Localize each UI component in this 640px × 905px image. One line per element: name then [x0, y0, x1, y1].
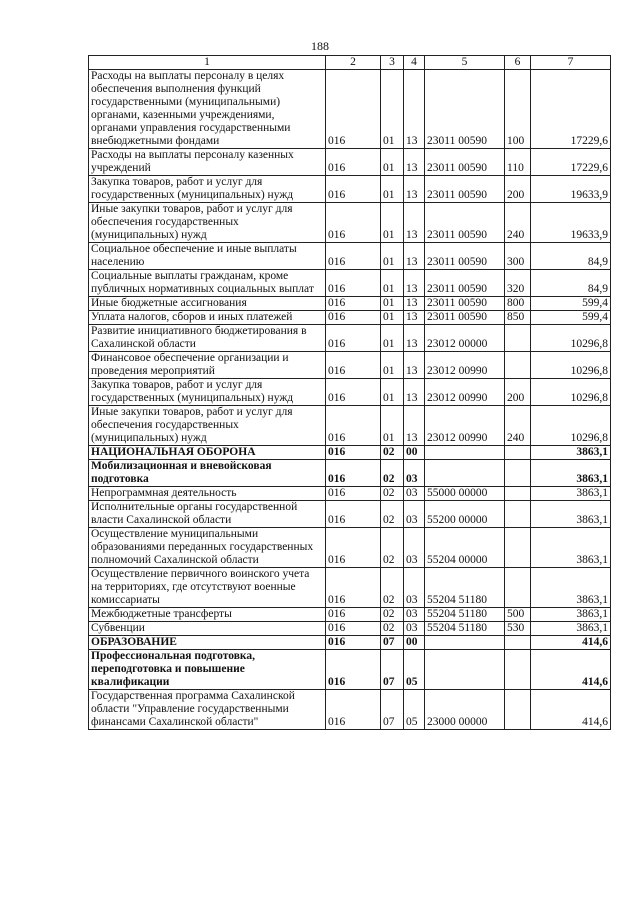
section-code-cell: 07 — [381, 690, 404, 730]
expense-type-cell — [505, 325, 531, 352]
admin-code-cell: 016 — [326, 460, 381, 487]
amount-cell: 19633,9 — [531, 203, 611, 243]
amount-cell: 17229,6 — [531, 70, 611, 149]
amount-cell: 10296,8 — [531, 352, 611, 379]
amount-cell: 10296,8 — [531, 379, 611, 406]
admin-code-cell: 016 — [326, 487, 381, 501]
subsection-code-cell: 13 — [404, 406, 425, 446]
amount-cell: 3863,1 — [531, 501, 611, 528]
amount-cell: 10296,8 — [531, 325, 611, 352]
section-code-cell: 07 — [381, 650, 404, 690]
table-row — [89, 460, 611, 487]
row-name-cell: Социальное обеспечение и иные выплаты населению — [89, 243, 326, 270]
table-row — [89, 406, 611, 446]
admin-code-cell: 016 — [326, 650, 381, 690]
section-code-cell: 01 — [381, 311, 404, 325]
target-article-cell — [425, 636, 505, 650]
amount-cell: 84,9 — [531, 270, 611, 297]
table-row — [89, 528, 611, 568]
section-code-cell: 01 — [381, 149, 404, 176]
row-name-cell: Профессиональная подготовка, переподготовка и повышение квалификации — [89, 650, 326, 690]
table-row — [89, 352, 611, 379]
subsection-code-cell: 05 — [404, 650, 425, 690]
admin-code-cell: 016 — [326, 608, 381, 622]
target-article-cell: 23011 00590 — [425, 311, 505, 325]
expense-type-cell — [505, 636, 531, 650]
subsection-code-cell: 00 — [404, 446, 425, 460]
expense-type-cell — [505, 501, 531, 528]
target-article-cell: 23011 00590 — [425, 70, 505, 149]
subsection-code-cell: 03 — [404, 608, 425, 622]
admin-code-cell: 016 — [326, 352, 381, 379]
amount-cell: 3863,1 — [531, 446, 611, 460]
admin-code-cell: 016 — [326, 203, 381, 243]
table-row — [89, 149, 611, 176]
target-article-cell: 23000 00000 — [425, 690, 505, 730]
admin-code-cell: 016 — [326, 243, 381, 270]
subsection-code-cell: 03 — [404, 487, 425, 501]
table-row — [89, 176, 611, 203]
expense-type-cell — [505, 446, 531, 460]
expense-type-cell — [505, 487, 531, 501]
amount-cell: 19633,9 — [531, 176, 611, 203]
row-name-cell: Осуществление первичного воинского учета на территориях, где отсутствуют военные комиссариаты — [89, 568, 326, 608]
section-code-cell: 02 — [381, 568, 404, 608]
row-name-cell: Закупка товаров, работ и услуг для государственных (муниципальных) нужд — [89, 379, 326, 406]
header-cell-6: 6 — [505, 56, 531, 70]
target-article-cell — [425, 650, 505, 690]
admin-code-cell: 016 — [326, 297, 381, 311]
expense-type-cell: 300 — [505, 243, 531, 270]
target-article-cell: 23011 00590 — [425, 270, 505, 297]
subsection-code-cell: 13 — [404, 243, 425, 270]
admin-code-cell: 016 — [326, 501, 381, 528]
subsection-code-cell: 13 — [404, 379, 425, 406]
amount-cell: 3863,1 — [531, 608, 611, 622]
expense-type-cell — [505, 528, 531, 568]
table-row — [89, 622, 611, 636]
header-cell-2: 2 — [326, 56, 381, 70]
target-article-cell: 23011 00590 — [425, 176, 505, 203]
subsection-code-cell: 00 — [404, 636, 425, 650]
target-article-cell: 23011 00590 — [425, 297, 505, 311]
row-name-cell: Развитие инициативного бюджетирования в Сахалинской области — [89, 325, 326, 352]
row-name-cell: Непрограммная деятельность — [89, 487, 326, 501]
table-row — [89, 568, 611, 608]
section-code-cell: 02 — [381, 446, 404, 460]
expense-type-cell — [505, 460, 531, 487]
admin-code-cell: 016 — [326, 446, 381, 460]
row-name-cell: Уплата налогов, сборов и иных платежей — [89, 311, 326, 325]
subsection-code-cell: 13 — [404, 325, 425, 352]
section-code-cell: 01 — [381, 352, 404, 379]
expense-type-cell — [505, 568, 531, 608]
section-code-cell: 02 — [381, 501, 404, 528]
table-row — [89, 650, 611, 690]
row-name-cell: Социальные выплаты гражданам, кроме публичных нормативных социальных выплат — [89, 270, 326, 297]
subsection-code-cell: 13 — [404, 203, 425, 243]
table-row — [89, 297, 611, 311]
target-article-cell — [425, 446, 505, 460]
table-row — [89, 690, 611, 730]
target-article-cell: 55204 51180 — [425, 622, 505, 636]
admin-code-cell: 016 — [326, 149, 381, 176]
expense-type-cell: 110 — [505, 149, 531, 176]
expense-type-cell: 240 — [505, 406, 531, 446]
section-code-cell: 01 — [381, 70, 404, 149]
subsection-code-cell: 03 — [404, 460, 425, 487]
subsection-code-cell: 05 — [404, 690, 425, 730]
section-code-cell: 02 — [381, 528, 404, 568]
amount-cell: 599,4 — [531, 311, 611, 325]
admin-code-cell: 016 — [326, 311, 381, 325]
row-name-cell: Иные бюджетные ассигнования — [89, 297, 326, 311]
admin-code-cell: 016 — [326, 325, 381, 352]
expense-type-cell: 100 — [505, 70, 531, 149]
admin-code-cell: 016 — [326, 70, 381, 149]
amount-cell: 599,4 — [531, 297, 611, 311]
section-code-cell: 02 — [381, 622, 404, 636]
admin-code-cell: 016 — [326, 270, 381, 297]
target-article-cell: 55204 51180 — [425, 568, 505, 608]
section-code-cell: 01 — [381, 406, 404, 446]
section-code-cell: 01 — [381, 270, 404, 297]
section-code-cell: 02 — [381, 608, 404, 622]
target-article-cell: 55204 00000 — [425, 528, 505, 568]
subsection-code-cell: 13 — [404, 149, 425, 176]
expense-type-cell — [505, 352, 531, 379]
target-article-cell — [425, 460, 505, 487]
table-header-row — [89, 56, 611, 70]
expense-type-cell: 240 — [505, 203, 531, 243]
admin-code-cell: 016 — [326, 636, 381, 650]
row-name-cell: Расходы на выплаты персоналу казенных учреждений — [89, 149, 326, 176]
target-article-cell: 55204 51180 — [425, 608, 505, 622]
subsection-code-cell: 13 — [404, 70, 425, 149]
admin-code-cell: 016 — [326, 406, 381, 446]
table-row — [89, 70, 611, 149]
amount-cell: 3863,1 — [531, 622, 611, 636]
section-code-cell: 01 — [381, 379, 404, 406]
table-row — [89, 608, 611, 622]
subsection-code-cell: 13 — [404, 176, 425, 203]
expense-type-cell — [505, 690, 531, 730]
row-name-cell: Государственная программа Сахалинской области "Управление государственными финансами Сахалинской области" — [89, 690, 326, 730]
header-cell-5: 5 — [425, 56, 505, 70]
admin-code-cell: 016 — [326, 568, 381, 608]
subsection-code-cell: 03 — [404, 501, 425, 528]
table-row — [89, 487, 611, 501]
header-cell-1: 1 — [89, 56, 326, 70]
budget-table — [88, 55, 611, 730]
amount-cell: 414,6 — [531, 636, 611, 650]
target-article-cell: 23011 00590 — [425, 203, 505, 243]
amount-cell: 3863,1 — [531, 460, 611, 487]
table-row — [89, 636, 611, 650]
expense-type-cell: 530 — [505, 622, 531, 636]
amount-cell: 17229,6 — [531, 149, 611, 176]
row-name-cell: Финансовое обеспечение организации и проведения мероприятий — [89, 352, 326, 379]
table-row — [89, 379, 611, 406]
amount-cell: 3863,1 — [531, 528, 611, 568]
row-name-cell: Иные закупки товаров, работ и услуг для обеспечения государственных (муниципальных) нужд — [89, 406, 326, 446]
table-row — [89, 243, 611, 270]
target-article-cell: 23012 00990 — [425, 379, 505, 406]
section-code-cell: 02 — [381, 460, 404, 487]
admin-code-cell: 016 — [326, 379, 381, 406]
target-article-cell: 23012 00990 — [425, 352, 505, 379]
subsection-code-cell: 13 — [404, 352, 425, 379]
subsection-code-cell: 03 — [404, 528, 425, 568]
amount-cell: 3863,1 — [531, 487, 611, 501]
admin-code-cell: 016 — [326, 622, 381, 636]
row-name-cell: Субвенции — [89, 622, 326, 636]
amount-cell: 414,6 — [531, 650, 611, 690]
expense-type-cell: 200 — [505, 176, 531, 203]
subsection-code-cell: 03 — [404, 568, 425, 608]
section-code-cell: 01 — [381, 325, 404, 352]
page-number: 188 — [311, 39, 329, 53]
admin-code-cell: 016 — [326, 690, 381, 730]
subsection-code-cell: 13 — [404, 270, 425, 297]
admin-code-cell: 016 — [326, 176, 381, 203]
target-article-cell: 55200 00000 — [425, 501, 505, 528]
header-cell-4: 4 — [404, 56, 425, 70]
subsection-code-cell: 13 — [404, 311, 425, 325]
section-code-cell: 01 — [381, 243, 404, 270]
table-row — [89, 501, 611, 528]
row-name-cell: Исполнительные органы государственной власти Сахалинской области — [89, 501, 326, 528]
expense-type-cell: 500 — [505, 608, 531, 622]
target-article-cell: 55000 00000 — [425, 487, 505, 501]
table-row — [89, 325, 611, 352]
row-name-cell: Расходы на выплаты персоналу в целях обеспечения выполнения функций государственными (муниципальными) органами, казенными учреждениями, органами управления государственными внебюджетными фондами — [89, 70, 326, 149]
target-article-cell: 23011 00590 — [425, 243, 505, 270]
header-cell-7: 7 — [531, 56, 611, 70]
header-cell-3: 3 — [381, 56, 404, 70]
subsection-code-cell: 13 — [404, 297, 425, 311]
expense-type-cell: 850 — [505, 311, 531, 325]
row-name-cell: Иные закупки товаров, работ и услуг для обеспечения государственных (муниципальных) нужд — [89, 203, 326, 243]
row-name-cell: ОБРАЗОВАНИЕ — [89, 636, 326, 650]
section-code-cell: 07 — [381, 636, 404, 650]
table-row — [89, 311, 611, 325]
amount-cell: 84,9 — [531, 243, 611, 270]
row-name-cell: Закупка товаров, работ и услуг для государственных (муниципальных) нужд — [89, 176, 326, 203]
table-row — [89, 203, 611, 243]
expense-type-cell — [505, 650, 531, 690]
table-row — [89, 446, 611, 460]
target-article-cell: 23012 00000 — [425, 325, 505, 352]
row-name-cell: Мобилизационная и вневойсковая подготовка — [89, 460, 326, 487]
row-name-cell: НАЦИОНАЛЬНАЯ ОБОРОНА — [89, 446, 326, 460]
amount-cell: 414,6 — [531, 690, 611, 730]
section-code-cell: 02 — [381, 487, 404, 501]
expense-type-cell: 320 — [505, 270, 531, 297]
amount-cell: 3863,1 — [531, 568, 611, 608]
expense-type-cell: 200 — [505, 379, 531, 406]
amount-cell: 10296,8 — [531, 406, 611, 446]
section-code-cell: 01 — [381, 203, 404, 243]
row-name-cell: Осуществление муниципальными образованиями переданных государственных полномочий Сахалинской области — [89, 528, 326, 568]
section-code-cell: 01 — [381, 176, 404, 203]
admin-code-cell: 016 — [326, 528, 381, 568]
section-code-cell: 01 — [381, 297, 404, 311]
row-name-cell: Межбюджетные трансферты — [89, 608, 326, 622]
target-article-cell: 23011 00590 — [425, 149, 505, 176]
target-article-cell: 23012 00990 — [425, 406, 505, 446]
expense-type-cell: 800 — [505, 297, 531, 311]
subsection-code-cell: 03 — [404, 622, 425, 636]
table-row — [89, 270, 611, 297]
